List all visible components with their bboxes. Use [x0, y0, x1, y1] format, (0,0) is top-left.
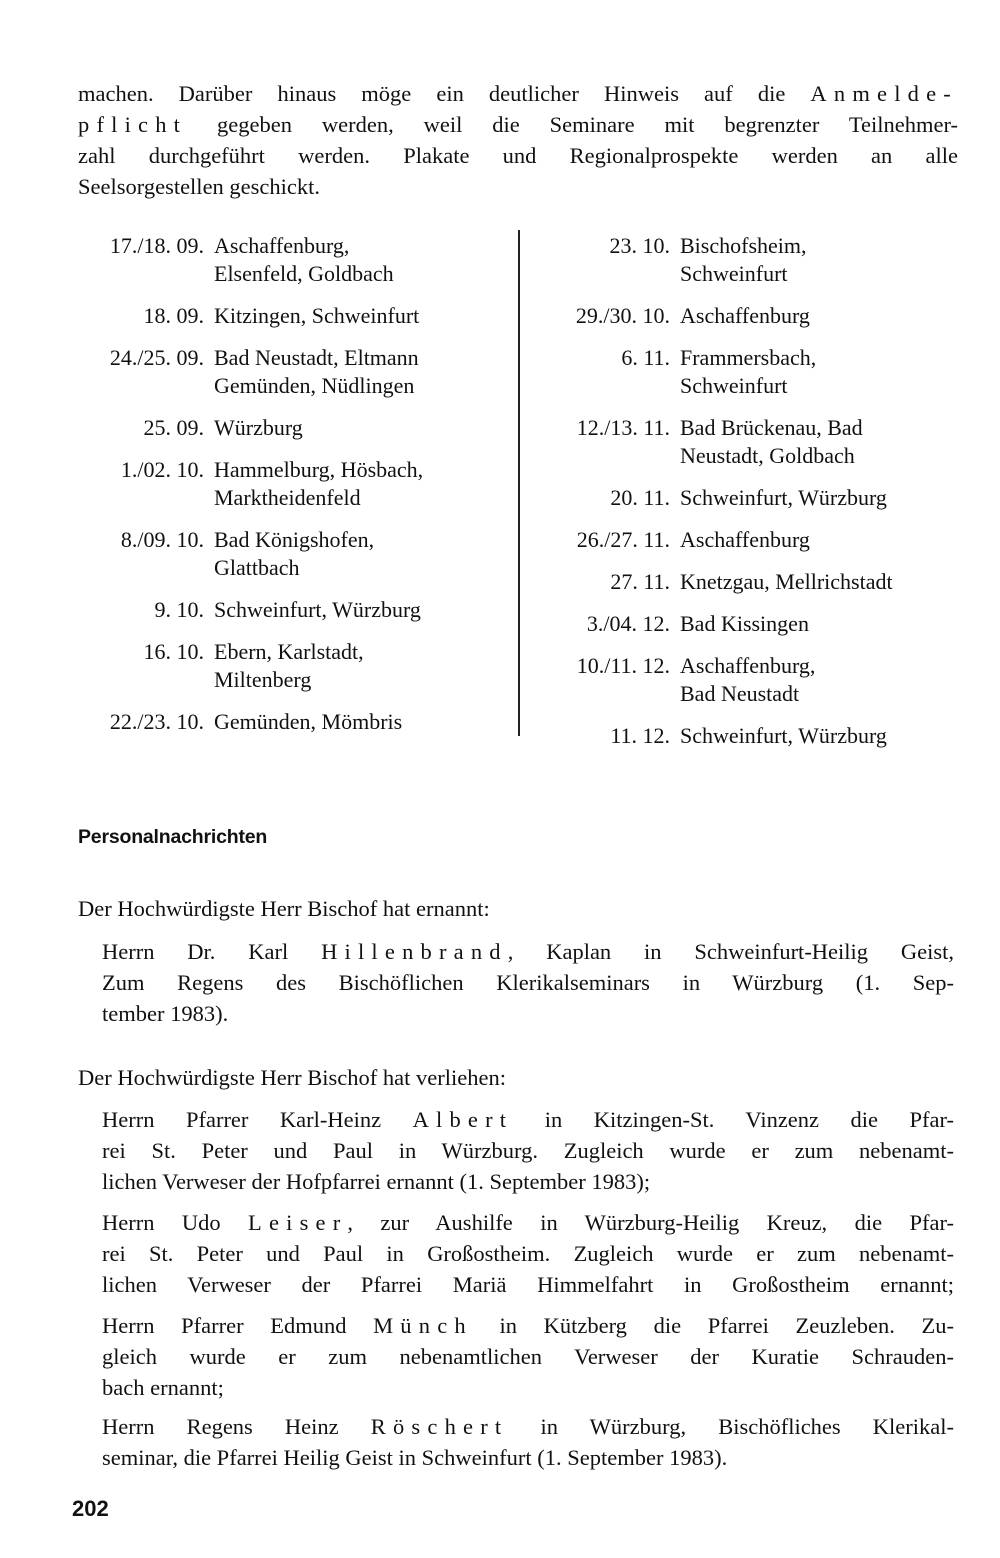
schedule-place-line: Glattbach [214, 555, 300, 580]
schedule-place-line: Bad Königshofen, [214, 527, 375, 552]
person-name: Hillenbrand [321, 939, 508, 964]
schedule-places [214, 596, 421, 624]
schedule-date: 22./23. 10. [109, 709, 204, 734]
schedule-places [680, 344, 816, 400]
schedule-place-line: Bad Neustadt [680, 681, 800, 706]
intro-line: pflicht gegeben werden, weil die Seminare mit begrenzter Teilnehmer- [78, 112, 958, 137]
schedule-date: 12./13. 11. [576, 415, 670, 440]
schedule-entry [548, 484, 887, 512]
schedule-place-line: Kitzingen, Schweinfurt [214, 303, 420, 328]
person-name: Leiser [248, 1210, 348, 1235]
schedule-entry [78, 344, 419, 400]
schedule-places [214, 344, 419, 400]
schedule-place-line: Aschaffenburg, [214, 233, 350, 258]
schedule-place-line: Schweinfurt [680, 261, 788, 286]
schedule-date: 3./04. 12. [586, 611, 670, 636]
intro-line: Seelsorgestellen geschickt. [78, 174, 321, 199]
schedule-date: 16. 10. [143, 639, 204, 664]
schedule-place-line: Bad Neustadt, Eltmann [214, 345, 419, 370]
schedule-right-column [548, 232, 893, 764]
schedule-places [214, 232, 394, 288]
appointed-intro: Der Hochwürdigste Herr Bischof hat ernannt: [78, 896, 490, 921]
schedule-date: 25. 09. [143, 415, 204, 440]
page-number: 202 [72, 1496, 109, 1521]
schedule-place-line: Schweinfurt [680, 373, 788, 398]
person-name: Albert [412, 1107, 514, 1132]
schedule-entry [78, 638, 364, 694]
person-name: Münch [373, 1313, 473, 1338]
schedule-date: 17./18. 09. [109, 233, 204, 258]
spaced-word: pflicht [78, 112, 188, 137]
schedule-place-line: Neustadt, Goldbach [680, 443, 855, 468]
schedule-entry [78, 302, 420, 330]
schedule-places [680, 526, 810, 554]
intro-paragraph [78, 78, 958, 202]
schedule-place-line: Schweinfurt, Würzburg [680, 723, 887, 748]
schedule-entry [78, 232, 394, 288]
schedule-places [214, 456, 423, 512]
notice-roeschert: Herrn Regens Heinz Röschert in Würzburg, Bischöfliches Klerikal- seminar, die Pfarrei Heilig Geist in Schweinfurt (1. September 1983). [102, 1414, 954, 1470]
schedule-place-line: Knetzgau, Mellrichstadt [680, 569, 893, 594]
schedule-places [214, 526, 374, 582]
schedule-entry [548, 568, 893, 596]
schedule-entry [78, 596, 421, 624]
schedule-place-line: Bischofsheim, [680, 233, 807, 258]
schedule-place-line: Schweinfurt, Würzburg [214, 597, 421, 622]
schedule-place-line: Hammelburg, Hösbach, [214, 457, 424, 482]
schedule-places [214, 414, 303, 442]
schedule-entry [548, 414, 863, 470]
schedule-place-line: Miltenberg [214, 667, 312, 692]
schedule-date: 23. 10. [609, 233, 670, 258]
schedule-date: 1./02. 10. [120, 457, 204, 482]
schedule-places [680, 722, 887, 750]
schedule-date: 18. 09. [143, 303, 204, 328]
schedule-entry [78, 414, 361, 442]
schedule-places [680, 484, 887, 512]
conferred-intro: Der Hochwürdigste Herr Bischof hat verliehen: [78, 1065, 506, 1090]
schedule-place-line: Schweinfurt, Würzburg [680, 485, 887, 510]
schedule-entry [548, 652, 816, 708]
spaced-word: Anmelde- [810, 81, 958, 106]
schedule-entry [548, 302, 816, 330]
schedule-entry [78, 708, 403, 736]
schedule-place-line: Gemünden, Nüdlingen [214, 373, 415, 398]
schedule-places [680, 414, 863, 470]
schedule-places [680, 652, 815, 708]
notice-leiser: Herrn Udo Leiser, zur Aushilfe in Würzburg-Heilig Kreuz, die Pfar- rei St. Peter und Paul in Großostheim. Zugleich wurde er zum nebenamt- lichen Verweser der Pfarrei Mariä Himmelfahrt in Großostheim ernannt; [102, 1210, 954, 1297]
schedule-places [214, 638, 364, 694]
schedule-place-line: Bad Kissingen [680, 611, 809, 636]
schedule-date: 29./30. 10. [575, 303, 670, 328]
schedule-entry [548, 232, 816, 288]
schedule-date: 10./11. 12. [576, 653, 670, 678]
schedule-entry [548, 344, 816, 400]
schedule-entry [548, 526, 816, 554]
notice-albert: Herrn Pfarrer Karl-Heinz Albert in Kitzingen-St. Vinzenz die Pfar- rei St. Peter und Paul in Würzburg. Zugleich wurde er zum nebenamt- lichen Verweser der Hofpfarrei ernannt (1. September 1983); [102, 1107, 955, 1194]
column-divider [518, 230, 520, 736]
schedule-place-line: Aschaffenburg [680, 527, 810, 552]
intro-line: machen. Darüber hinaus möge ein deutlicher Hinweis auf die Anmelde- [78, 81, 958, 106]
schedule-places [680, 302, 810, 330]
schedule-place-line: Würzburg [214, 415, 303, 440]
schedule-places [680, 232, 807, 288]
schedule-date: 9. 10. [154, 597, 204, 622]
schedule-entry [548, 722, 887, 750]
schedule-place-line: Gemünden, Mömbris [214, 709, 403, 734]
schedule-entry [78, 526, 375, 582]
schedule-date: 8./09. 10. [120, 527, 204, 552]
schedule-places [680, 610, 809, 638]
schedule-entry [78, 456, 424, 512]
schedule-places [214, 302, 419, 330]
person-name: Röschert [370, 1414, 509, 1439]
schedule-place-line: Aschaffenburg [680, 303, 810, 328]
schedule-places [214, 708, 402, 736]
schedule-place-line: Bad Brückenau, Bad [680, 415, 863, 440]
schedule-date: 11. 12. [610, 723, 670, 748]
schedule-date: 26./27. 11. [576, 527, 670, 552]
notice-muench: Herrn Pfarrer Edmund Münch in Kützberg die Pfarrei Zeuzleben. Zu- gleich wurde er zum nebenamtlichen Verweser der Kuratie Schrauden- bach ernannt; [102, 1313, 954, 1400]
schedule-place-line: Frammersbach, [680, 345, 817, 370]
schedule-left-column [78, 232, 424, 750]
schedule-date: 20. 11. [610, 485, 670, 510]
schedule-place-line: Elsenfeld, Goldbach [214, 261, 394, 286]
schedule-entry [548, 610, 816, 638]
notice-hillenbrand: Herrn Dr. Karl Hillenbrand, Kaplan in Schweinfurt-Heilig Geist, Zum Regens des Bischöflichen Klerikalseminars in Würzburg (1. Sep- tember 1983). [102, 939, 954, 1026]
schedule-date: 6. 11. [621, 345, 670, 370]
schedule-place-line: Aschaffenburg, [680, 653, 816, 678]
schedule-date: 24./25. 09. [109, 345, 204, 370]
schedule-place-line: Marktheidenfeld [214, 485, 361, 510]
schedule-places [680, 568, 893, 596]
intro-line: zahl durchgeführt werden. Plakate und Regionalprospekte werden an alle [78, 143, 958, 168]
section-heading: Personalnachrichten [78, 826, 268, 848]
schedule-place-line: Ebern, Karlstadt, [214, 639, 364, 664]
schedule-date: 27. 11. [610, 569, 670, 594]
